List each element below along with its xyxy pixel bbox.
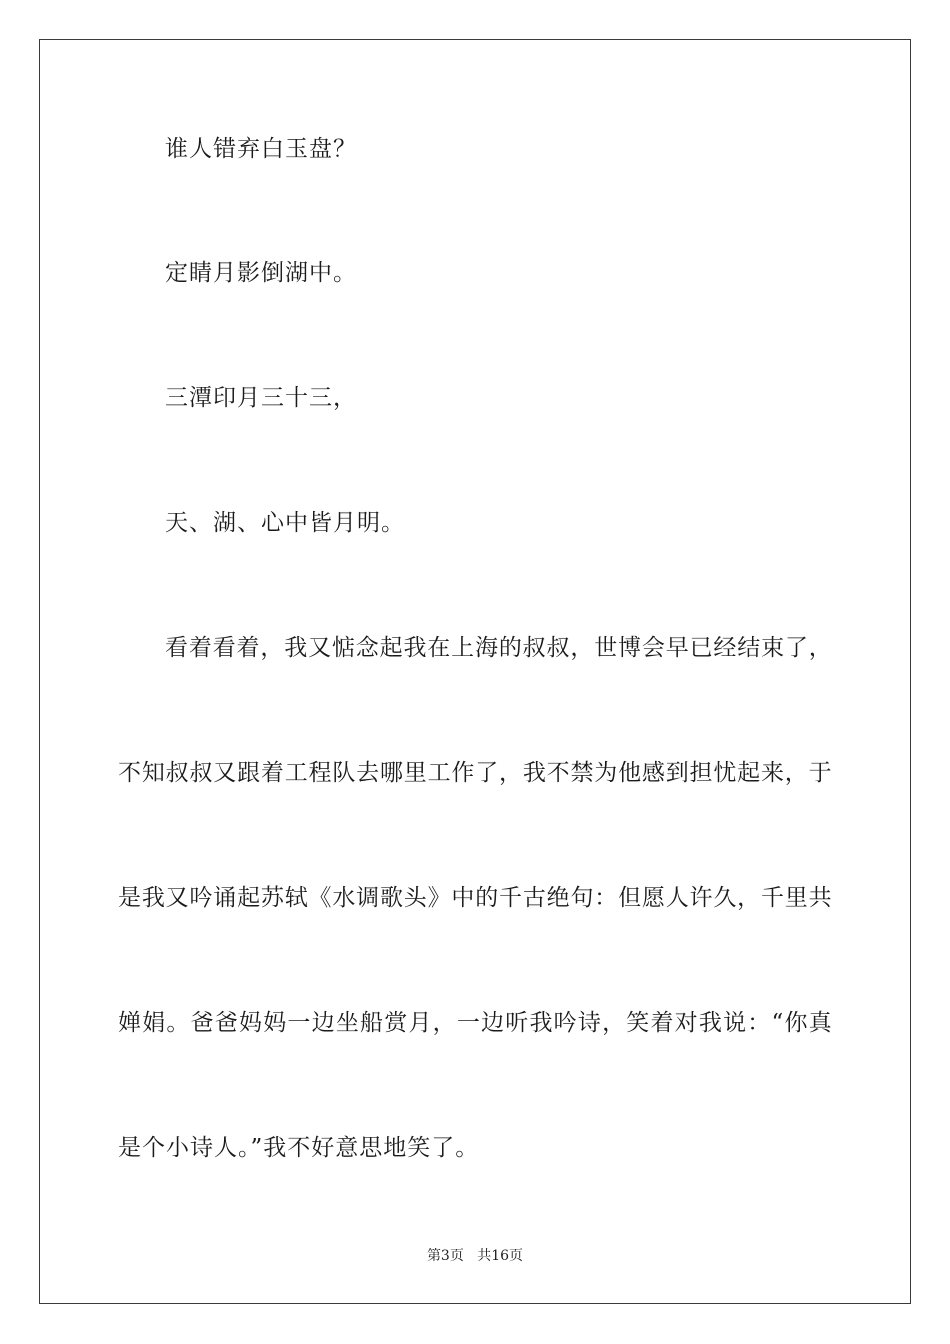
char: 叔 [522, 635, 546, 661]
char: 笑 [626, 1010, 650, 1036]
char: 。 [166, 1010, 190, 1036]
char: 爸 [214, 1010, 238, 1036]
char: 千 [760, 885, 784, 911]
char: 叔 [189, 760, 213, 786]
char: 古 [522, 885, 546, 911]
char: 叔 [546, 635, 570, 661]
poem-line-1: 谁人错弃白玉盘？ [165, 136, 357, 162]
char: 我 [403, 635, 427, 661]
char: 》 [427, 885, 451, 911]
poem-line-2: 定睛月影倒湖中。 [165, 260, 357, 286]
char: 调 [356, 885, 380, 911]
char: 水 [332, 885, 356, 911]
char: 边 [311, 1010, 335, 1036]
char: 起 [379, 635, 403, 661]
char: 妈 [263, 1010, 287, 1036]
char: 看 [212, 635, 236, 661]
char: 说 [723, 1010, 747, 1036]
char: 月 [408, 1010, 432, 1036]
char: 忧 [713, 760, 737, 786]
char: 叔 [165, 760, 189, 786]
char: 束 [761, 635, 785, 661]
char: 博 [618, 635, 642, 661]
char: 会 [641, 635, 665, 661]
char: 又 [213, 760, 237, 786]
char: 我 [284, 635, 308, 661]
char: 世 [594, 635, 618, 661]
char: 真 [808, 1010, 832, 1036]
char: 他 [618, 760, 642, 786]
char: 在 [427, 635, 451, 661]
char: 坐 [335, 1010, 359, 1036]
char: 对 [674, 1010, 698, 1036]
paragraph-line-3 [118, 883, 832, 913]
char: 来 [760, 760, 784, 786]
char: 跟 [237, 760, 261, 786]
char: 我 [522, 760, 546, 786]
char: 知 [141, 760, 165, 786]
char: 了 [475, 760, 499, 786]
char: 千 [499, 885, 522, 911]
char: 一 [287, 1010, 311, 1036]
char: 着 [260, 760, 284, 786]
char: 是 [118, 885, 141, 911]
char: 不 [118, 760, 141, 786]
char: 到 [665, 760, 689, 786]
char: 上 [451, 635, 475, 661]
char: 歌 [379, 885, 403, 911]
char: 中 [451, 885, 475, 911]
poem-line-4: 天、湖、心中皆月明。 [165, 510, 405, 536]
char: 但 [618, 885, 642, 911]
paragraph-line-5: 是个小诗人。”我不好意思地笑了。 [118, 1135, 480, 1161]
char: 句 [570, 885, 594, 911]
char: “ [771, 1010, 784, 1036]
char: 你 [784, 1010, 808, 1036]
char: ， [808, 635, 832, 661]
char: 我 [529, 1010, 553, 1036]
char: 于 [808, 760, 832, 786]
char: 担 [689, 760, 713, 786]
char: 已 [689, 635, 713, 661]
char: 听 [505, 1010, 529, 1036]
char: 工 [284, 760, 308, 786]
char: 轼 [284, 885, 308, 911]
char: 着 [650, 1010, 674, 1036]
char: 愿 [641, 885, 665, 911]
char: 吟 [553, 1010, 577, 1036]
char: 我 [141, 885, 165, 911]
char: 一 [456, 1010, 480, 1036]
char: ， [784, 760, 808, 786]
char: 着 [236, 635, 260, 661]
char: 哪 [379, 760, 403, 786]
page-number: 第3页 [426, 1248, 464, 1264]
char: ： [594, 885, 618, 911]
char: 惦 [331, 635, 355, 661]
char: 念 [355, 635, 379, 661]
char: 不 [546, 760, 570, 786]
char: 作 [451, 760, 475, 786]
paragraph-line-4 [118, 1008, 832, 1038]
char: ， [737, 885, 761, 911]
char: 感 [641, 760, 665, 786]
paragraph-line-2 [118, 758, 832, 788]
char: 头 [403, 885, 427, 911]
char: 着 [188, 635, 212, 661]
page-footer [0, 1247, 950, 1265]
char: 诗 [577, 1010, 601, 1036]
page-border [39, 39, 911, 1304]
char: ， [432, 1010, 456, 1036]
char: 里 [784, 885, 808, 911]
char: 吟 [189, 885, 213, 911]
char: 结 [737, 635, 761, 661]
char: 起 [737, 760, 761, 786]
char: 的 [498, 635, 522, 661]
char: 工 [427, 760, 451, 786]
char: 程 [308, 760, 332, 786]
char: 看 [165, 635, 188, 661]
char: 我 [698, 1010, 722, 1036]
char: 婵 [118, 1010, 141, 1036]
char: 又 [165, 885, 189, 911]
char: 经 [713, 635, 737, 661]
char: 又 [308, 635, 332, 661]
char: ， [499, 760, 522, 786]
char: ， [602, 1010, 626, 1036]
char: 许 [689, 885, 713, 911]
char: 禁 [570, 760, 594, 786]
char: 久 [713, 885, 737, 911]
char: 队 [332, 760, 356, 786]
char: 去 [356, 760, 380, 786]
char: 娟 [142, 1010, 166, 1036]
char: 人 [665, 885, 689, 911]
char: ： [747, 1010, 771, 1036]
paragraph-line-1 [165, 633, 832, 663]
char: 的 [475, 885, 499, 911]
char: 诵 [213, 885, 237, 911]
char: 里 [403, 760, 427, 786]
char: 起 [237, 885, 261, 911]
char: 为 [594, 760, 618, 786]
char: 船 [360, 1010, 384, 1036]
char: 爸 [190, 1010, 214, 1036]
char: 《 [308, 885, 332, 911]
poem-line-3: 三潭印月三十三， [165, 385, 357, 411]
char: 早 [665, 635, 689, 661]
char: 了 [784, 635, 808, 661]
char: 边 [481, 1010, 505, 1036]
char: 共 [808, 885, 832, 911]
char: 绝 [546, 885, 570, 911]
char: 海 [474, 635, 498, 661]
char: 赏 [384, 1010, 408, 1036]
char: ， [570, 635, 594, 661]
char: ， [260, 635, 284, 661]
page-total: 共16页 [477, 1248, 524, 1264]
char: 妈 [239, 1010, 263, 1036]
char: 苏 [260, 885, 284, 911]
